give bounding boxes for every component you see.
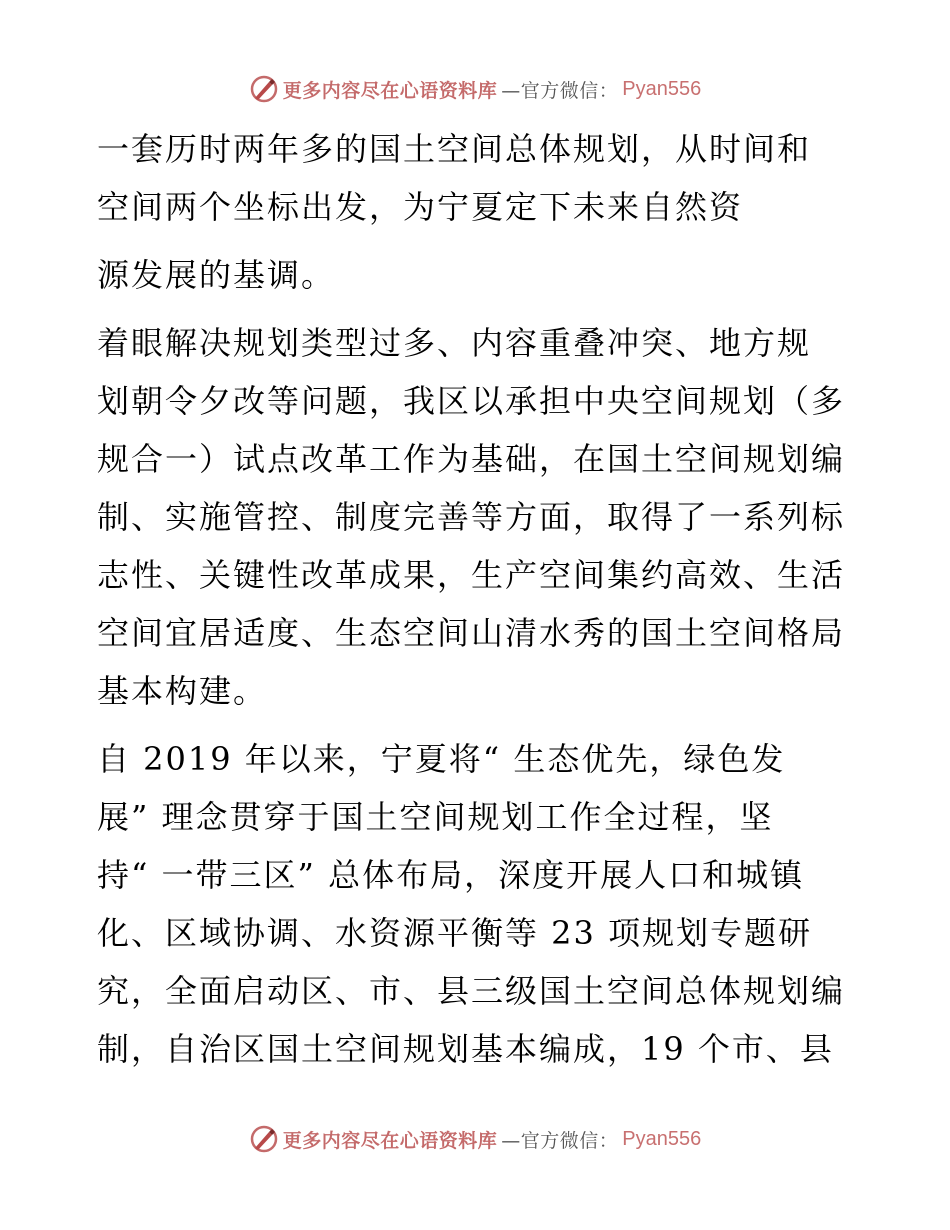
watermark-text-sep: —官方微信： [501,79,619,102]
watermark-text-main: 更多内容尽在心语资料库 [282,79,498,102]
text-line: 空间两个坐标出发，为宁夏定下未来自然资 [97,188,744,226]
document-body [97,120,857,1078]
text-line: 展” 理念贯穿于国土空间规划工作全过程，坚 [97,798,774,836]
watermark-footer [0,1124,950,1154]
watermark-text-id: Pyan556 [622,1127,702,1150]
text-line: 自 2019 年以来，宁夏将“ 生态优先，绿色发 [97,740,786,778]
watermark-text-sep: —官方微信： [501,1129,619,1152]
text-line: 制、实施管控、制度完善等方面，取得了一系列标 [97,498,846,536]
text-line: 划朝令夕改等问题，我区以承担中央空间规划（多 [97,382,846,420]
paragraph-3 [97,314,857,720]
text-line: 空间宜居适度、生态空间山清水秀的国土空间格局 [97,614,846,652]
paragraph-2 [97,246,857,304]
text-line: 制，自治区国土空间规划基本编成，19 个市、县 [97,1030,834,1068]
watermark-text-main: 更多内容尽在心语资料库 [282,1129,498,1152]
pen-logo-icon [249,74,279,104]
text-line: 规合一）试点改革工作为基础，在国土空间规划编 [97,440,846,478]
watermark-header [0,74,950,104]
pen-logo-icon [249,1124,279,1154]
text-line: 着眼解决规划类型过多、内容重叠冲突、地方规 [97,324,812,362]
text-line: 究，全面启动区、市、县三级国土空间总体规划编 [97,972,846,1010]
watermark-text-id: Pyan556 [622,77,702,100]
paragraph-1 [97,120,857,236]
text-line: 基本构建。 [97,672,268,710]
paragraph-4 [97,730,857,1078]
text-line: 一套历时两年多的国土空间总体规划，从时间和 [97,130,812,168]
text-line: 化、区域协调、水资源平衡等 23 项规划专题研 [97,914,813,952]
text-line: 持“ 一带三区” 总体布局，深度开展人口和城镇 [97,856,805,894]
text-line: 志性、关键性改革成果，生产空间集约高效、生活 [97,556,846,594]
text-line: 源发展的基调。 [97,256,336,294]
